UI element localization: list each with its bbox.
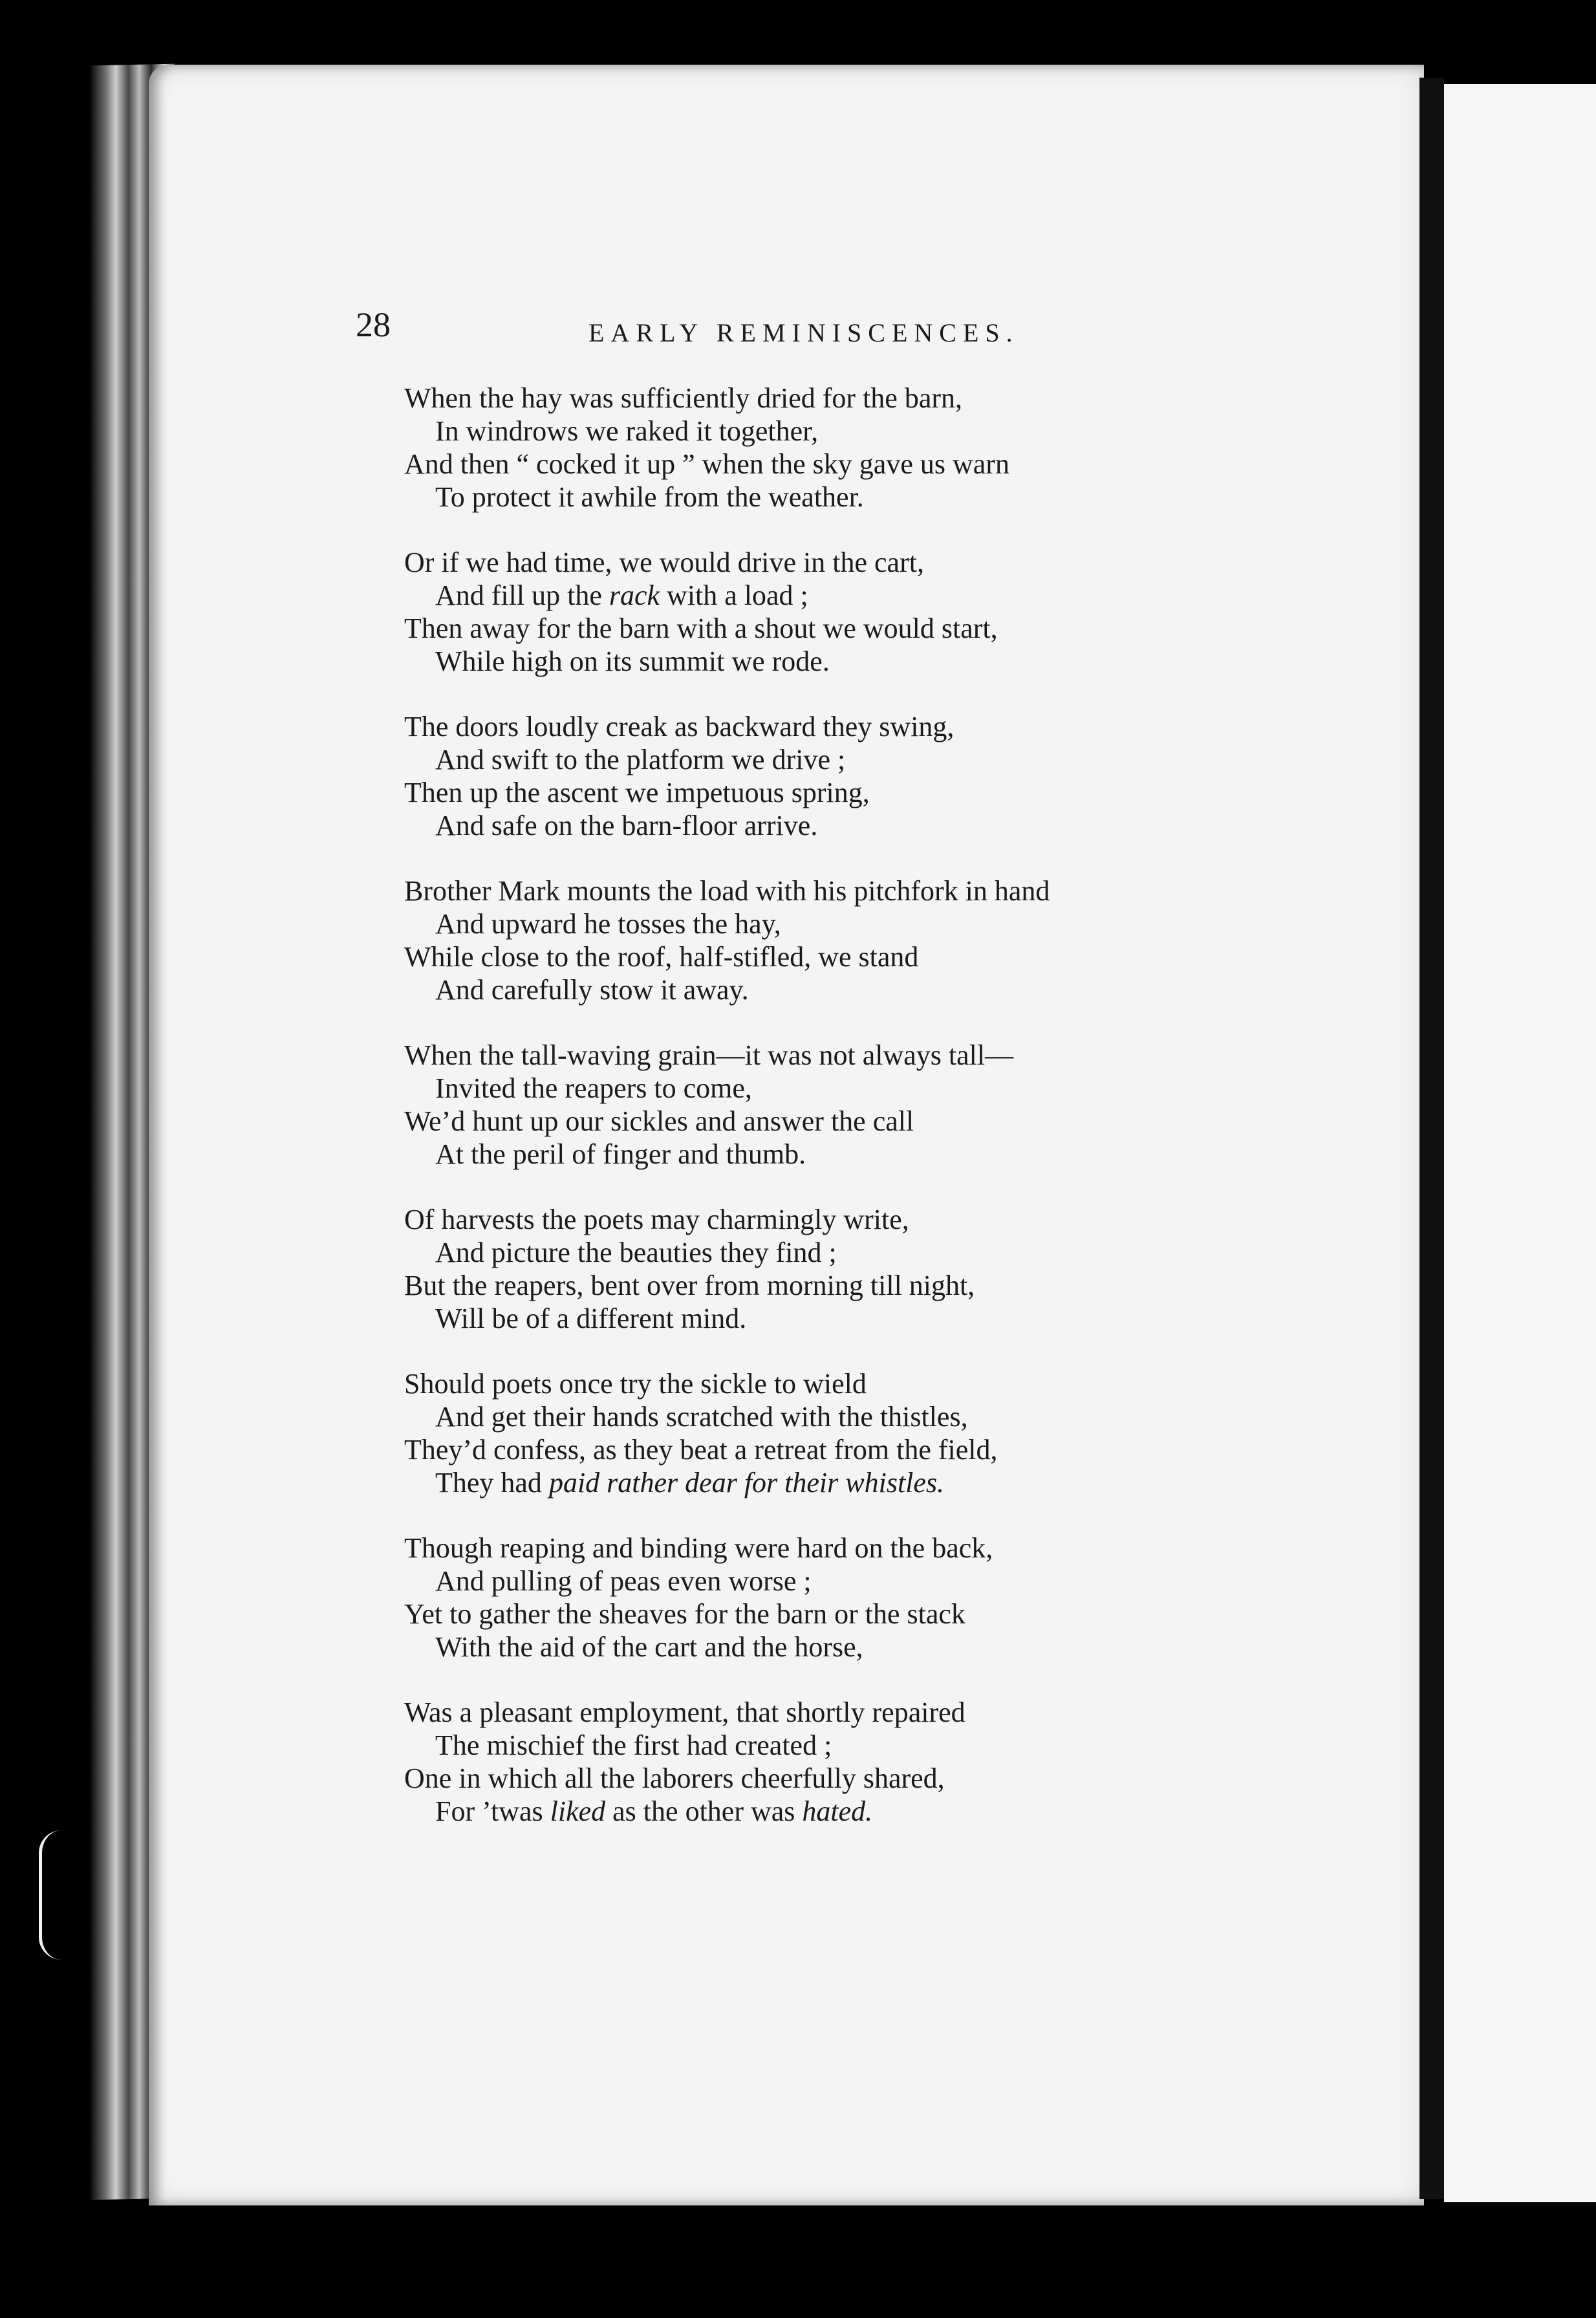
poem-line: With the aid of the cart and the horse, [435, 1631, 863, 1663]
poem-line: Then away for the barn with a shout we would start, [404, 612, 998, 644]
running-head: EARLY REMINISCENCES. [588, 318, 1019, 347]
poem-line: The doors loudly creak as backward they swing, [404, 711, 954, 742]
scan-artifact [39, 1830, 61, 1960]
poem-line: The mischief the first had created ; [435, 1729, 832, 1761]
poem-line: But the reapers, bent over from morning till night, [404, 1270, 975, 1301]
poem-line: And then “ cocked it up ” when the sky gave us warn [404, 448, 1009, 480]
poem-line-part: And fill up the [435, 580, 602, 611]
poem-line: And safe on the barn-floor arrive. [435, 810, 818, 841]
italic-phrase: paid rather dear for their whistles. [548, 1467, 945, 1499]
italic-word: hated. [802, 1795, 873, 1827]
poem-line: Though reaping and binding were hard on the back, [404, 1532, 993, 1564]
poem-line: We’d hunt up our sickles and answer the call [404, 1105, 914, 1137]
poem [404, 382, 1374, 1860]
stanza [404, 710, 1374, 842]
poem-line: They’d confess, as they beat a retreat from the field, [404, 1434, 998, 1466]
stanza [404, 1203, 1374, 1335]
gutter [1419, 78, 1444, 2199]
poem-line: Will be of a different mind. [435, 1303, 747, 1334]
poem-line: And pulling of peas even worse ; [435, 1565, 812, 1597]
poem-line: Should poets once try the sickle to wield [404, 1368, 867, 1400]
poem-line: Was a pleasant employment, that shortly repaired [404, 1696, 965, 1728]
poem-line: To protect it awhile from the weather. [435, 481, 864, 513]
poem-line: Yet to gather the sheaves for the barn or the stack [404, 1598, 965, 1630]
poem-line: And get their hands scratched with the thistles, [435, 1401, 968, 1433]
poem-line: Invited the reapers to come, [435, 1072, 752, 1104]
poem-line [404, 579, 1374, 612]
poem-line [404, 1795, 1374, 1828]
poem-line: In windrows we raked it together, [435, 415, 819, 447]
page-number: 28 [356, 305, 391, 344]
poem-line-part: as the other was [612, 1795, 795, 1827]
facing-page-edge [1444, 84, 1596, 2202]
poem-line-part: with a load ; [667, 580, 808, 611]
poem-line: While close to the roof, half-stifled, we stand [404, 941, 919, 973]
poem-line: When the tall-waving grain—it was not always tall— [404, 1039, 1014, 1071]
stanza [404, 1532, 1374, 1663]
stanza [404, 1039, 1374, 1171]
poem-line-part: For ’twas [435, 1795, 543, 1827]
poem-line: And upward he tosses the hay, [435, 908, 781, 940]
stanza [404, 874, 1374, 1006]
poem-line: Then up the ascent we impetuous spring, [404, 777, 870, 808]
poem-line: At the peril of finger and thumb. [435, 1138, 806, 1170]
poem-line: And picture the beauties they find ; [435, 1237, 837, 1268]
poem-line-part: They had [435, 1467, 542, 1499]
stanza [404, 382, 1374, 514]
italic-word: rack [609, 580, 660, 611]
poem-line [404, 1466, 1374, 1499]
stanza [404, 546, 1374, 678]
stanza [404, 1367, 1374, 1499]
poem-line: When the hay was sufficiently dried for the barn, [404, 382, 963, 414]
poem-line: One in which all the laborers cheerfully shared, [404, 1762, 945, 1794]
poem-line: And swift to the platform we drive ; [435, 744, 846, 775]
poem-line: Of harvests the poets may charmingly write, [404, 1204, 909, 1235]
poem-line: Brother Mark mounts the load with his pitchfork in hand [404, 875, 1050, 907]
stanza [404, 1696, 1374, 1828]
italic-word: liked [550, 1795, 606, 1827]
poem-line: And carefully stow it away. [435, 974, 749, 1006]
poem-line: Or if we had time, we would drive in the cart, [404, 547, 924, 578]
poem-line: While high on its summit we rode. [435, 645, 830, 677]
